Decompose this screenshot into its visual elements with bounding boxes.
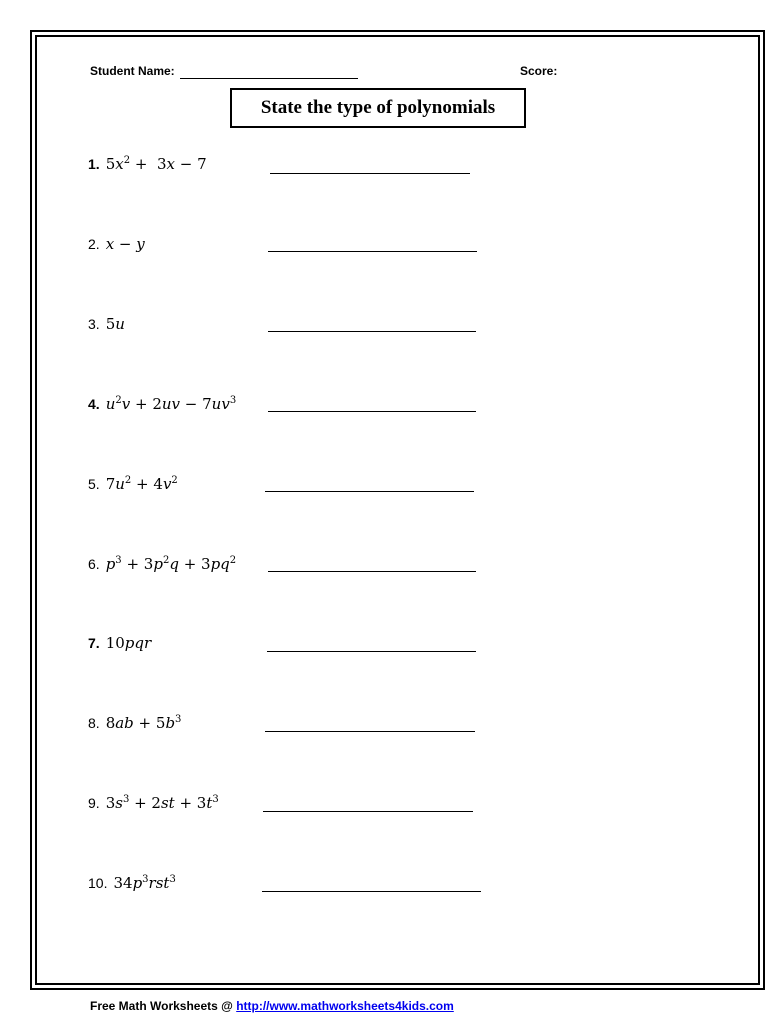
- footer: [90, 999, 454, 1013]
- question-6: [88, 555, 236, 579]
- question-expression: $34p^3rst^3$: [113, 874, 176, 892]
- question-number: 1.: [88, 156, 100, 172]
- question-number: 2.: [88, 236, 100, 252]
- question-8: [88, 714, 181, 738]
- question-expression: 10pqr: [105, 634, 152, 652]
- answer-line-1[interactable]: [270, 173, 470, 174]
- worksheet-title: [230, 88, 526, 128]
- question-number: 9.: [88, 795, 100, 811]
- question-1: [88, 155, 207, 179]
- question-10: [88, 874, 176, 898]
- answer-line-9[interactable]: [263, 811, 473, 812]
- answer-line-3[interactable]: [268, 331, 476, 332]
- answer-line-7[interactable]: [267, 651, 476, 652]
- question-number: 5.: [88, 476, 100, 492]
- question-expression: $3s^3 + 2st + 3t^3$: [105, 794, 219, 812]
- footer-text: Free Math Worksheets @: [90, 999, 237, 1013]
- question-3: [88, 315, 125, 339]
- question-expression: $u^2v + 2uv - 7uv^3$: [105, 395, 237, 413]
- question-7: [88, 634, 151, 658]
- answer-line-5[interactable]: [265, 491, 474, 492]
- question-5: [88, 475, 178, 499]
- answer-line-8[interactable]: [265, 731, 475, 732]
- question-expression: $5x^2 + 3x - 7$: [105, 155, 207, 173]
- question-number: 3.: [88, 316, 100, 332]
- question-number: 4.: [88, 396, 100, 412]
- student-name-line: [180, 78, 358, 79]
- question-4: [88, 395, 236, 419]
- answer-line-6[interactable]: [268, 571, 476, 572]
- question-2: [88, 235, 145, 259]
- question-number: 8.: [88, 715, 100, 731]
- question-number: 6.: [88, 556, 100, 572]
- question-expression: $8ab + 5b^3$: [105, 714, 182, 732]
- question-number: 7.: [88, 635, 100, 651]
- question-expression: $7u^2 + 4v^2$: [105, 475, 178, 493]
- question-9: [88, 794, 219, 818]
- question-expression: $p^3 + 3p^2q + 3pq^2$: [105, 555, 237, 573]
- worksheet-title-text: State the type of polynomials: [260, 97, 496, 118]
- answer-line-4[interactable]: [268, 411, 476, 412]
- student-name-label: Student Name:: [90, 64, 175, 78]
- score-label: Score:: [520, 64, 558, 78]
- question-number: 10.: [88, 875, 108, 891]
- footer-link[interactable]: http://www.mathworksheets4kids.com: [236, 999, 454, 1013]
- question-expression: x − y: [105, 235, 145, 253]
- question-expression: 5u: [105, 315, 125, 333]
- answer-line-10[interactable]: [262, 891, 481, 892]
- answer-line-2[interactable]: [268, 251, 477, 252]
